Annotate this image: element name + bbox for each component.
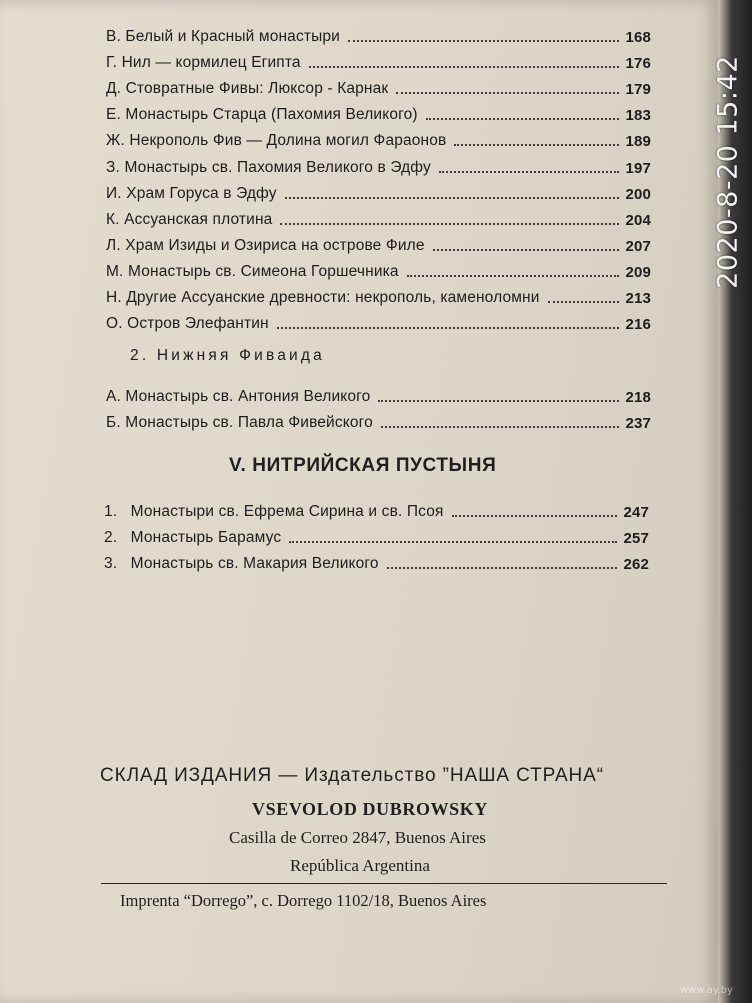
leader-dots [280, 223, 619, 225]
toc-entry-b [106, 408, 651, 432]
leader-dots [381, 426, 619, 428]
toc-letter: Л. [106, 237, 121, 254]
toc-title: Монастырь св. Антония Великого [125, 388, 371, 405]
leader-dots [378, 400, 619, 402]
toc-title: Монастырь св. Макария Великого [130, 555, 379, 572]
toc-entry-v [106, 22, 651, 46]
toc-entry-2 [104, 523, 649, 547]
toc-title: Монастырь св. Пахомия Великого в Эдфу [124, 159, 431, 176]
toc-letter: О. [106, 315, 123, 332]
toc-title: Некрополь Фив — Долина могил Фараонов [129, 132, 447, 149]
leader-dots [396, 92, 619, 94]
toc-page: 176 [625, 55, 651, 72]
toc-title: Монастыри св. Ефрема Сирина и св. Псоя [130, 503, 444, 520]
toc-title: Стовратные Фивы: Люксор - Карнак [125, 80, 389, 97]
toc-entry-zh [106, 126, 651, 150]
imprint-publisher-name: VSEVOLOD DUBROWSKY [252, 799, 488, 819]
toc-letter: А. [106, 388, 121, 405]
toc-page: 237 [625, 415, 651, 432]
toc-letter: Д. [106, 80, 122, 97]
toc-page: 257 [623, 530, 649, 547]
toc-entry-k [106, 205, 651, 229]
imprint-printer: Imprenta “Dorrego”, c. Dorrego 1102/18, Buenos Aires [120, 891, 487, 910]
toc-letter: Б. [106, 414, 121, 431]
imprint-publisher-line: СКЛАД ИЗДАНИЯ — Издательство ”НАША СТРАНА“ [100, 765, 604, 786]
toc-letter: И. [106, 185, 122, 202]
leader-dots [277, 327, 619, 329]
toc-number: 2. [104, 529, 118, 546]
toc-page: 183 [625, 107, 651, 124]
toc-entry-1 [104, 497, 649, 521]
toc-title: Храм Горуса в Эдфу [126, 185, 277, 202]
toc-entry-l [106, 231, 651, 255]
toc-number: 3. [104, 555, 118, 572]
toc-entry-e [106, 100, 651, 124]
toc-page: 197 [625, 160, 651, 177]
watermark: www.ay.by [680, 985, 733, 996]
toc-title: Остров Элефантин [127, 315, 269, 332]
toc-page: 200 [625, 186, 651, 203]
toc-page: 213 [625, 290, 651, 307]
leader-dots [426, 118, 619, 120]
leader-dots [439, 171, 619, 173]
toc-title: Монастырь Барамус [130, 529, 282, 546]
toc-entry-i [106, 179, 651, 203]
toc-title: Нил — кормилец Египта [121, 54, 301, 71]
photo-timestamp: 2020-8-20 15:42 [712, 55, 744, 289]
toc-letter: Г. [106, 54, 118, 71]
leader-dots [452, 515, 617, 517]
toc-title: Храм Изиды и Озириса на острове Филе [125, 237, 425, 254]
leader-dots [309, 66, 619, 68]
toc-letter: Н. [106, 289, 122, 306]
toc-entry-z [106, 153, 651, 177]
toc-entry-a [106, 382, 651, 406]
leader-dots [289, 541, 617, 543]
imprint-divider [101, 883, 667, 884]
leader-dots [407, 275, 619, 277]
toc-entry-n [106, 283, 651, 307]
toc-entry-g [106, 48, 651, 72]
toc-title: Монастырь св. Симеона Горшечника [128, 263, 399, 280]
leader-dots [387, 567, 617, 569]
toc-page: 218 [625, 389, 651, 406]
leader-dots [348, 40, 619, 42]
toc-entry-m [106, 257, 651, 281]
toc-page: 207 [625, 238, 651, 255]
toc-page: 209 [625, 264, 651, 281]
toc-page: 204 [625, 212, 651, 229]
leader-dots [433, 249, 619, 251]
leader-dots [548, 301, 619, 303]
imprint-country: República Argentina [290, 856, 430, 875]
imprint-address: Casilla de Correo 2847, Buenos Aires [229, 828, 486, 847]
toc-entry-d [106, 74, 651, 98]
subsection-heading: 2. Нижняя Фиваида [130, 347, 325, 364]
toc-page: 262 [623, 556, 649, 573]
toc-letter: Е. [106, 106, 121, 123]
toc-page: 216 [625, 316, 651, 333]
toc-letter: М. [106, 263, 124, 280]
toc-title: Монастырь св. Павла Фивейского [125, 414, 373, 431]
toc-title: Монастырь Старца (Пахомия Великого) [125, 106, 418, 123]
toc-entry-o [106, 309, 651, 333]
toc-number: 1. [104, 503, 118, 520]
toc-letter: Ж. [106, 132, 125, 149]
toc-letter: З. [106, 159, 120, 176]
toc-letter: К. [106, 211, 120, 228]
toc-page: 168 [625, 29, 651, 46]
toc-title: Другие Ассуанские древности: некрополь, каменоломни [126, 289, 540, 306]
toc-letter: В. [106, 28, 121, 45]
toc-page: 247 [623, 504, 649, 521]
leader-dots [454, 144, 619, 146]
leader-dots [285, 197, 619, 199]
part-heading: V. НИТРИЙСКАЯ ПУСТЫНЯ [229, 455, 497, 476]
toc-page: 179 [625, 81, 651, 98]
toc-title: Ассуанская плотина [124, 211, 273, 228]
toc-entry-3 [104, 549, 649, 573]
toc-page: 189 [625, 133, 651, 150]
toc-title: Белый и Красный монастыри [125, 28, 340, 45]
